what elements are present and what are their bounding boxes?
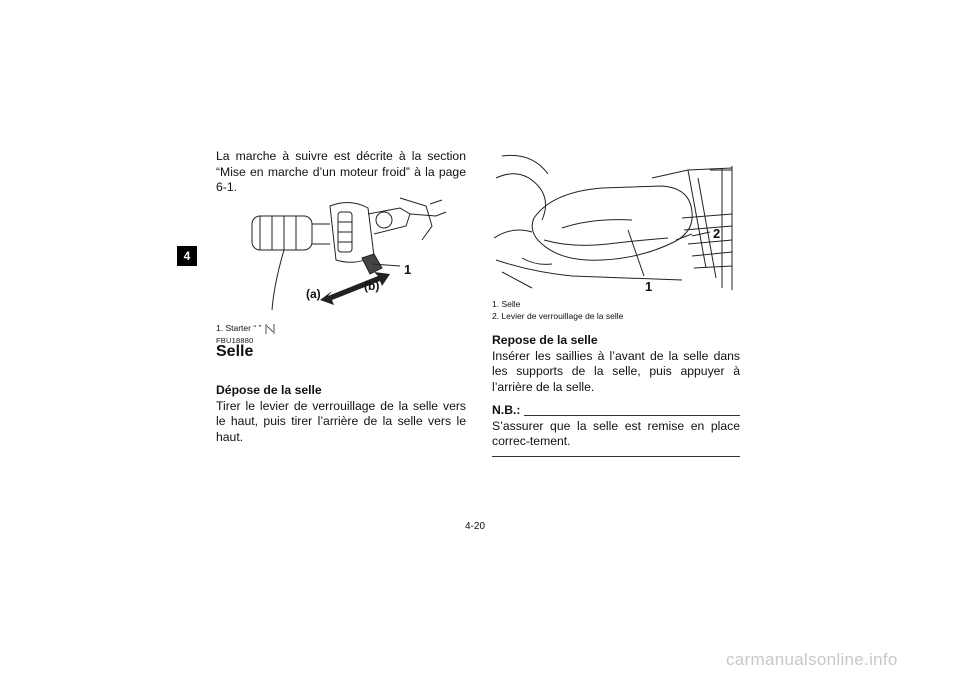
- removal-section: [216, 383, 466, 445]
- note-label: N.B.:: [492, 403, 521, 417]
- figure2-captions: [492, 298, 623, 322]
- starter-caption: 1. Starter “ ”: [216, 323, 262, 333]
- lever-callout-2-label: 2: [713, 226, 721, 241]
- note-text: S’assurer que la selle est remise en place correc-tement.: [492, 418, 740, 448]
- callout-b-label: (b): [364, 279, 380, 293]
- install-heading: Repose de la selle: [492, 333, 598, 347]
- removal-heading: Dépose de la selle: [216, 383, 322, 397]
- intro-paragraph: [216, 149, 466, 196]
- watermark: carmanualsonline.info: [726, 650, 898, 669]
- page-number: 4-20: [465, 521, 486, 532]
- removal-text: Tirer le levier de verrouillage de la selle vers le haut, puis tirer l’arrière de la selle vers le haut.: [216, 398, 466, 444]
- install-section: [492, 333, 740, 457]
- chapter-tab: [177, 246, 197, 266]
- figure1-caption: [216, 322, 261, 334]
- note-rule: [524, 414, 740, 416]
- seat-caption: 1. Selle: [492, 299, 521, 309]
- note-end-rule: [492, 456, 740, 457]
- seat-figure: [492, 148, 742, 296]
- note-box: [492, 403, 740, 457]
- section-code: FBU18880: [216, 336, 254, 345]
- chapter-tab-number: 4: [183, 249, 191, 263]
- choke-symbol-icon: [265, 324, 275, 334]
- intro-text: La marche à suivre est décrite à la section “Mise en marche d’un moteur froid” à la page 6-1.: [216, 149, 466, 194]
- seat-callout-1-label: 1: [645, 279, 653, 294]
- callout-1-label: 1: [404, 262, 412, 277]
- install-text: Insérer les saillies à l’avant de la selle dans les supports de la selle, puis appuyer à l’arrière de la selle.: [492, 348, 740, 394]
- handlebar-figure: [250, 194, 450, 312]
- lever-caption: 2. Levier de verrouillage de la selle: [492, 311, 624, 321]
- section-title: Selle: [216, 343, 254, 360]
- callout-a-label: (a): [306, 287, 321, 301]
